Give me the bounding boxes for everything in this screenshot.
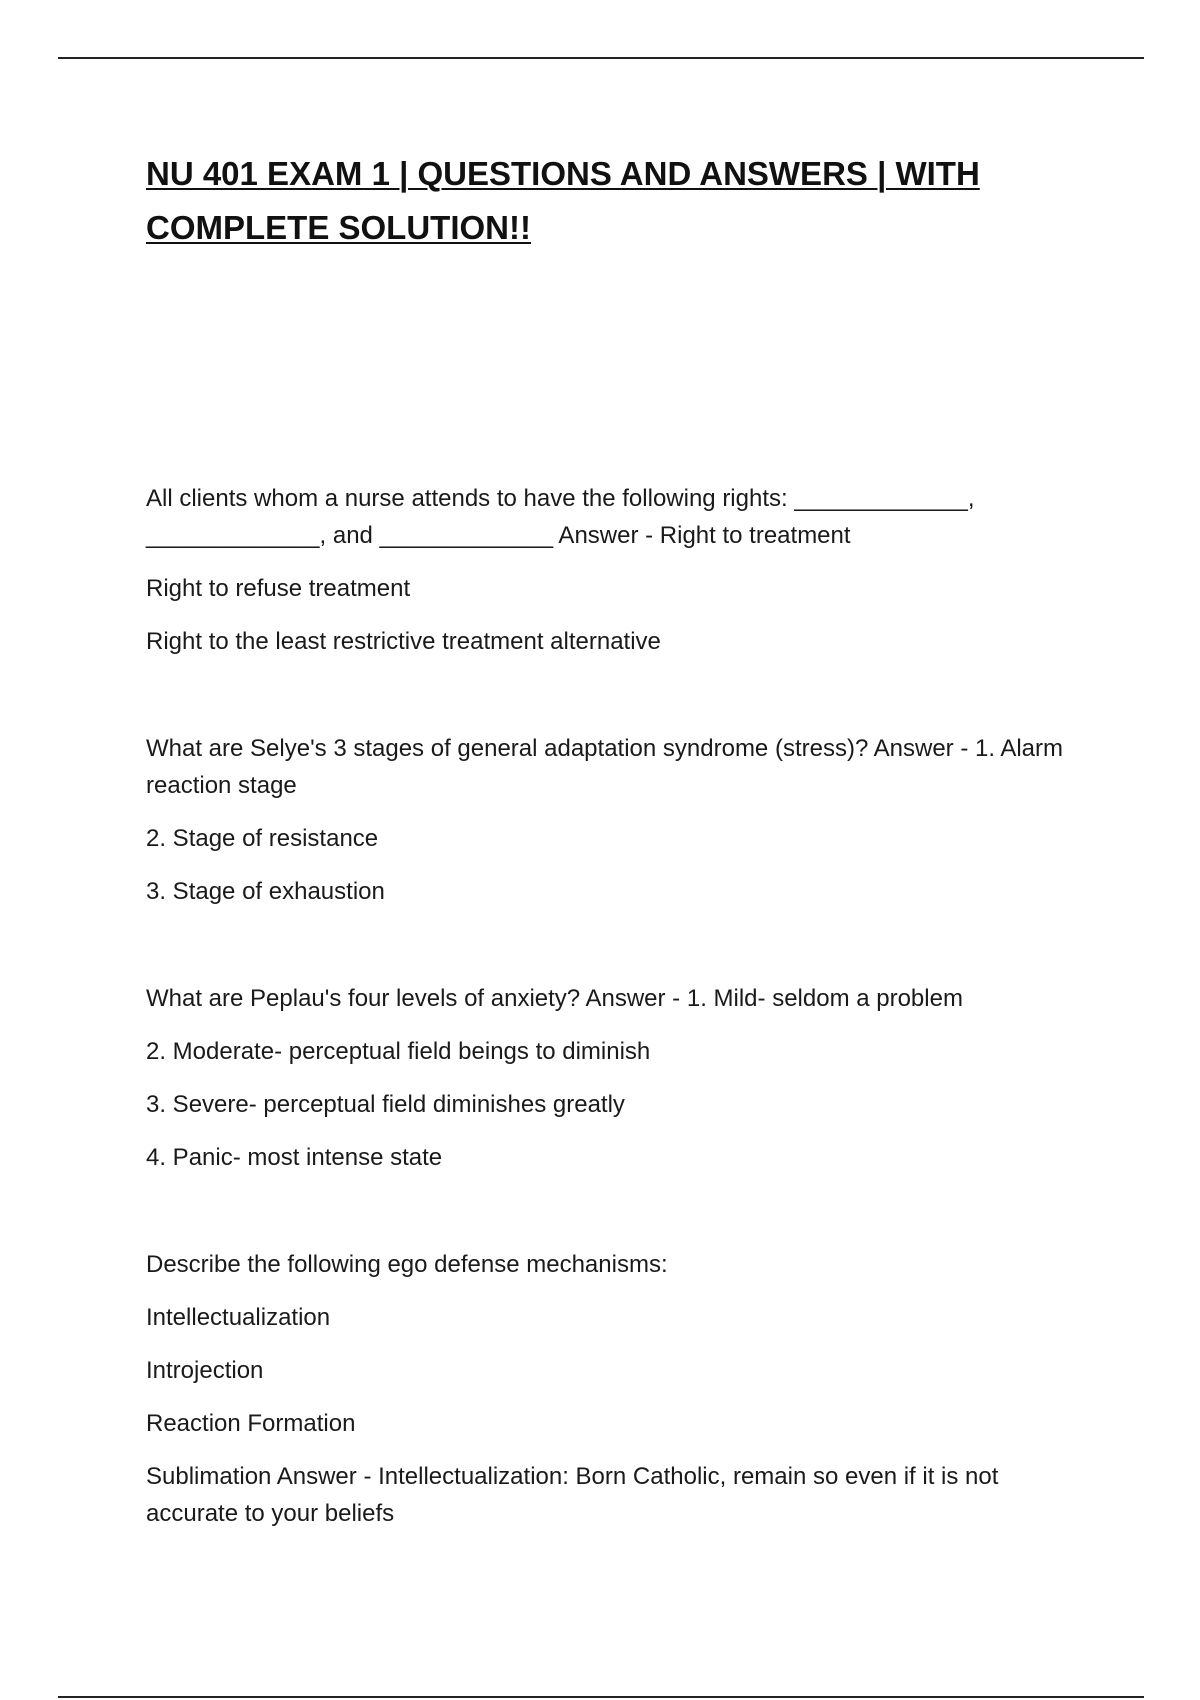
answer-line: Sublimation Answer - Intellectualization: Born Catholic, remain so even if it is not accurate to your beliefs: [146, 1463, 999, 1527]
answer-line: Right to the least restrictive treatment alternative: [146, 628, 661, 655]
document-title: NU 401 EXAM 1 | QUESTIONS AND ANSWERS | WITH COMPLETE SOLUTION!!: [146, 155, 980, 246]
qa-block-selye: [146, 730, 1076, 910]
qa-content: [146, 480, 1076, 1548]
list-item: Intellectualization: [146, 1304, 331, 1331]
answer-line: 3. Stage of exhaustion: [146, 878, 385, 905]
answer-line: 4. Panic- most intense state: [146, 1144, 443, 1171]
list-item: Introjection: [146, 1357, 264, 1384]
list-item: Reaction Formation: [146, 1410, 356, 1437]
qa-block-ego-defense: [146, 1246, 1076, 1532]
top-divider: [58, 57, 1144, 59]
question-selye: What are Selye's 3 stages of general adaptation syndrome (stress)? Answer - 1. Alarm reaction stage: [146, 735, 1064, 799]
qa-block-rights: [146, 480, 1076, 660]
qa-block-peplau: [146, 980, 1076, 1176]
answer-line: 3. Severe- perceptual field diminishes greatly: [146, 1091, 625, 1118]
question-ego-defense: Describe the following ego defense mechanisms:: [146, 1251, 668, 1278]
answer-line: 2. Stage of resistance: [146, 825, 379, 852]
question-peplau: What are Peplau's four levels of anxiety? Answer - 1. Mild- seldom a problem: [146, 985, 963, 1012]
bottom-divider: [58, 1696, 1144, 1698]
answer-line: 2. Moderate- perceptual field beings to diminish: [146, 1038, 651, 1065]
question-rights: All clients whom a nurse attends to have the following rights: _____________, _____________, and _____________ Answer - Right to treatment: [146, 485, 975, 549]
answer-line: Right to refuse treatment: [146, 575, 411, 602]
